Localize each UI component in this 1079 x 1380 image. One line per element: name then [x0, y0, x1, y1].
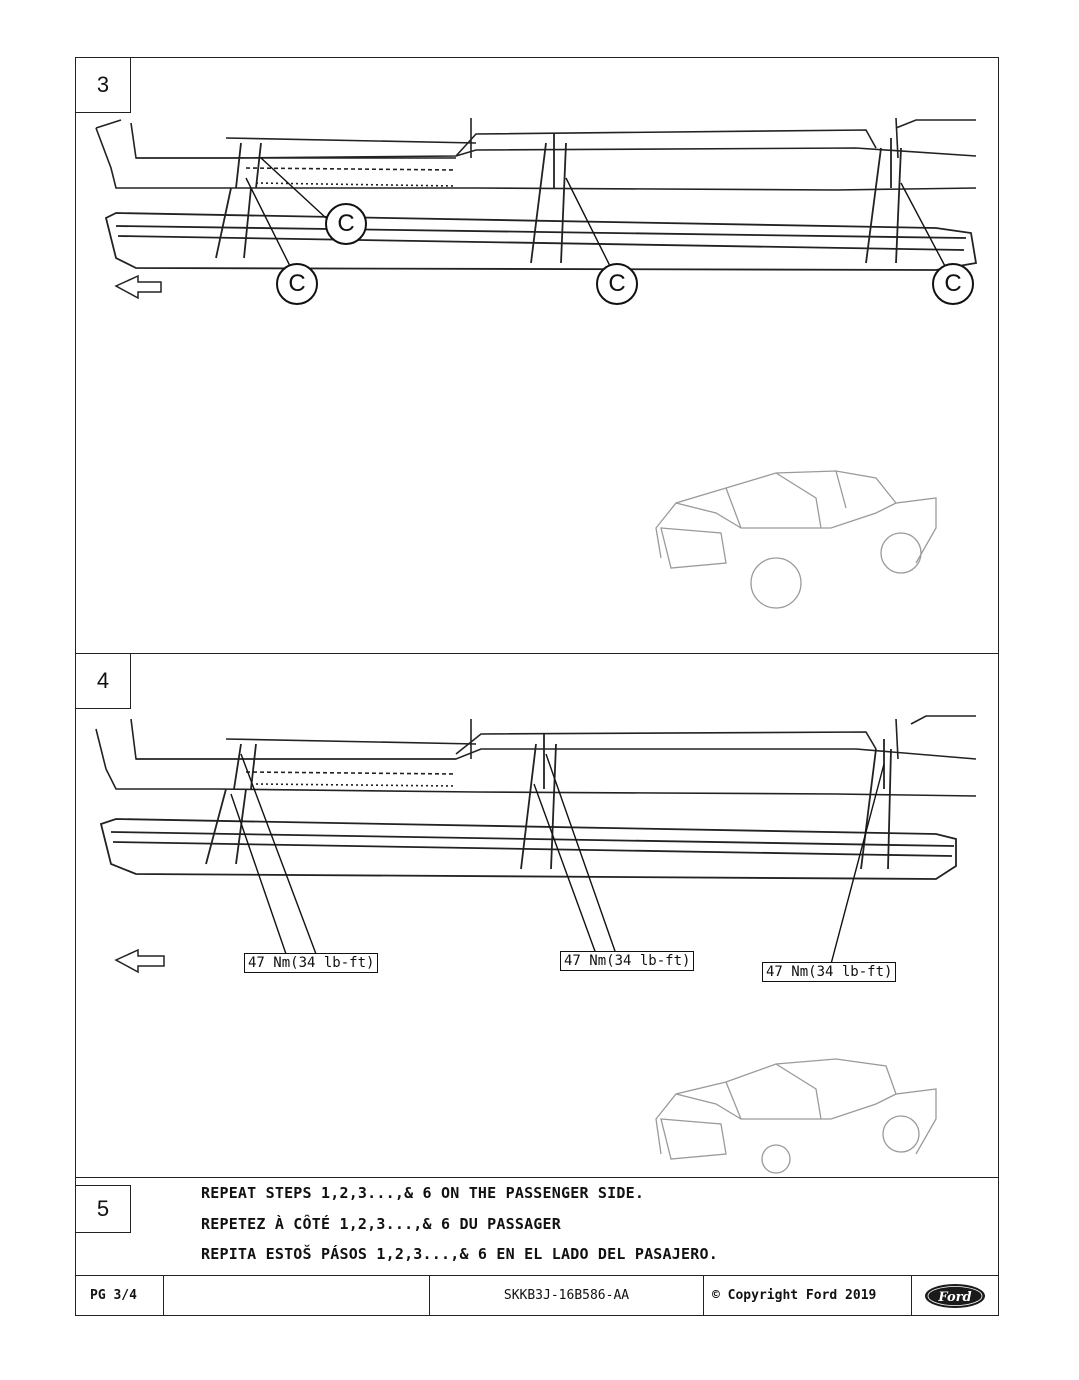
step-3-panel: [76, 58, 998, 654]
instruction-spanish: REPITA ESTOŠ PÁSOS 1,2,3...,& 6 EN EL LADO DEL PASAJERO.: [201, 1245, 718, 1263]
frame-rail: [96, 118, 976, 190]
running-board: [101, 819, 956, 879]
torque-label: 47 Nm(34 lb-ft): [560, 951, 694, 971]
front-arrow-icon: [116, 950, 164, 972]
step-4-illustration: [76, 654, 998, 1176]
instruction-english: REPEAT STEPS 1,2,3...,& 6 ON THE PASSENGER SIDE.: [201, 1184, 645, 1202]
step-5-number: 5: [76, 1185, 131, 1233]
step-3-illustration: [76, 58, 998, 652]
callout-c: C: [325, 203, 367, 245]
ford-logo-icon: [923, 1282, 987, 1310]
step-4-panel: [76, 654, 998, 1178]
footer-blank-cell: [164, 1276, 430, 1315]
truck-icon: [656, 471, 936, 608]
instruction-sheet: [75, 57, 999, 1316]
torque-label: 47 Nm(34 lb-ft): [244, 953, 378, 973]
callout-c: C: [596, 263, 638, 305]
ford-logo-cell: [912, 1276, 998, 1315]
page-number: PG 3/4: [76, 1276, 164, 1315]
instruction-french: REPETEZ À CÔTÉ 1,2,3...,& 6 DU PASSAGER: [201, 1215, 561, 1233]
front-arrow-icon: [116, 276, 161, 298]
truck-icon: [656, 1059, 936, 1173]
running-board: [106, 213, 976, 270]
part-number: SKKB3J-16B586-AA: [430, 1276, 704, 1315]
step-3-number: 3: [76, 58, 131, 113]
leader-lines: [231, 754, 884, 964]
callout-c: C: [932, 263, 974, 305]
torque-label: 47 Nm(34 lb-ft): [762, 962, 896, 982]
frame-rail: [96, 716, 976, 796]
svg-text:Ford: Ford: [938, 1289, 972, 1305]
callout-c: C: [276, 263, 318, 305]
step-5-panel: [76, 1178, 998, 1276]
footer: [76, 1276, 998, 1315]
step-4-number: 4: [76, 654, 131, 709]
copyright: © Copyright Ford 2019: [704, 1276, 912, 1315]
